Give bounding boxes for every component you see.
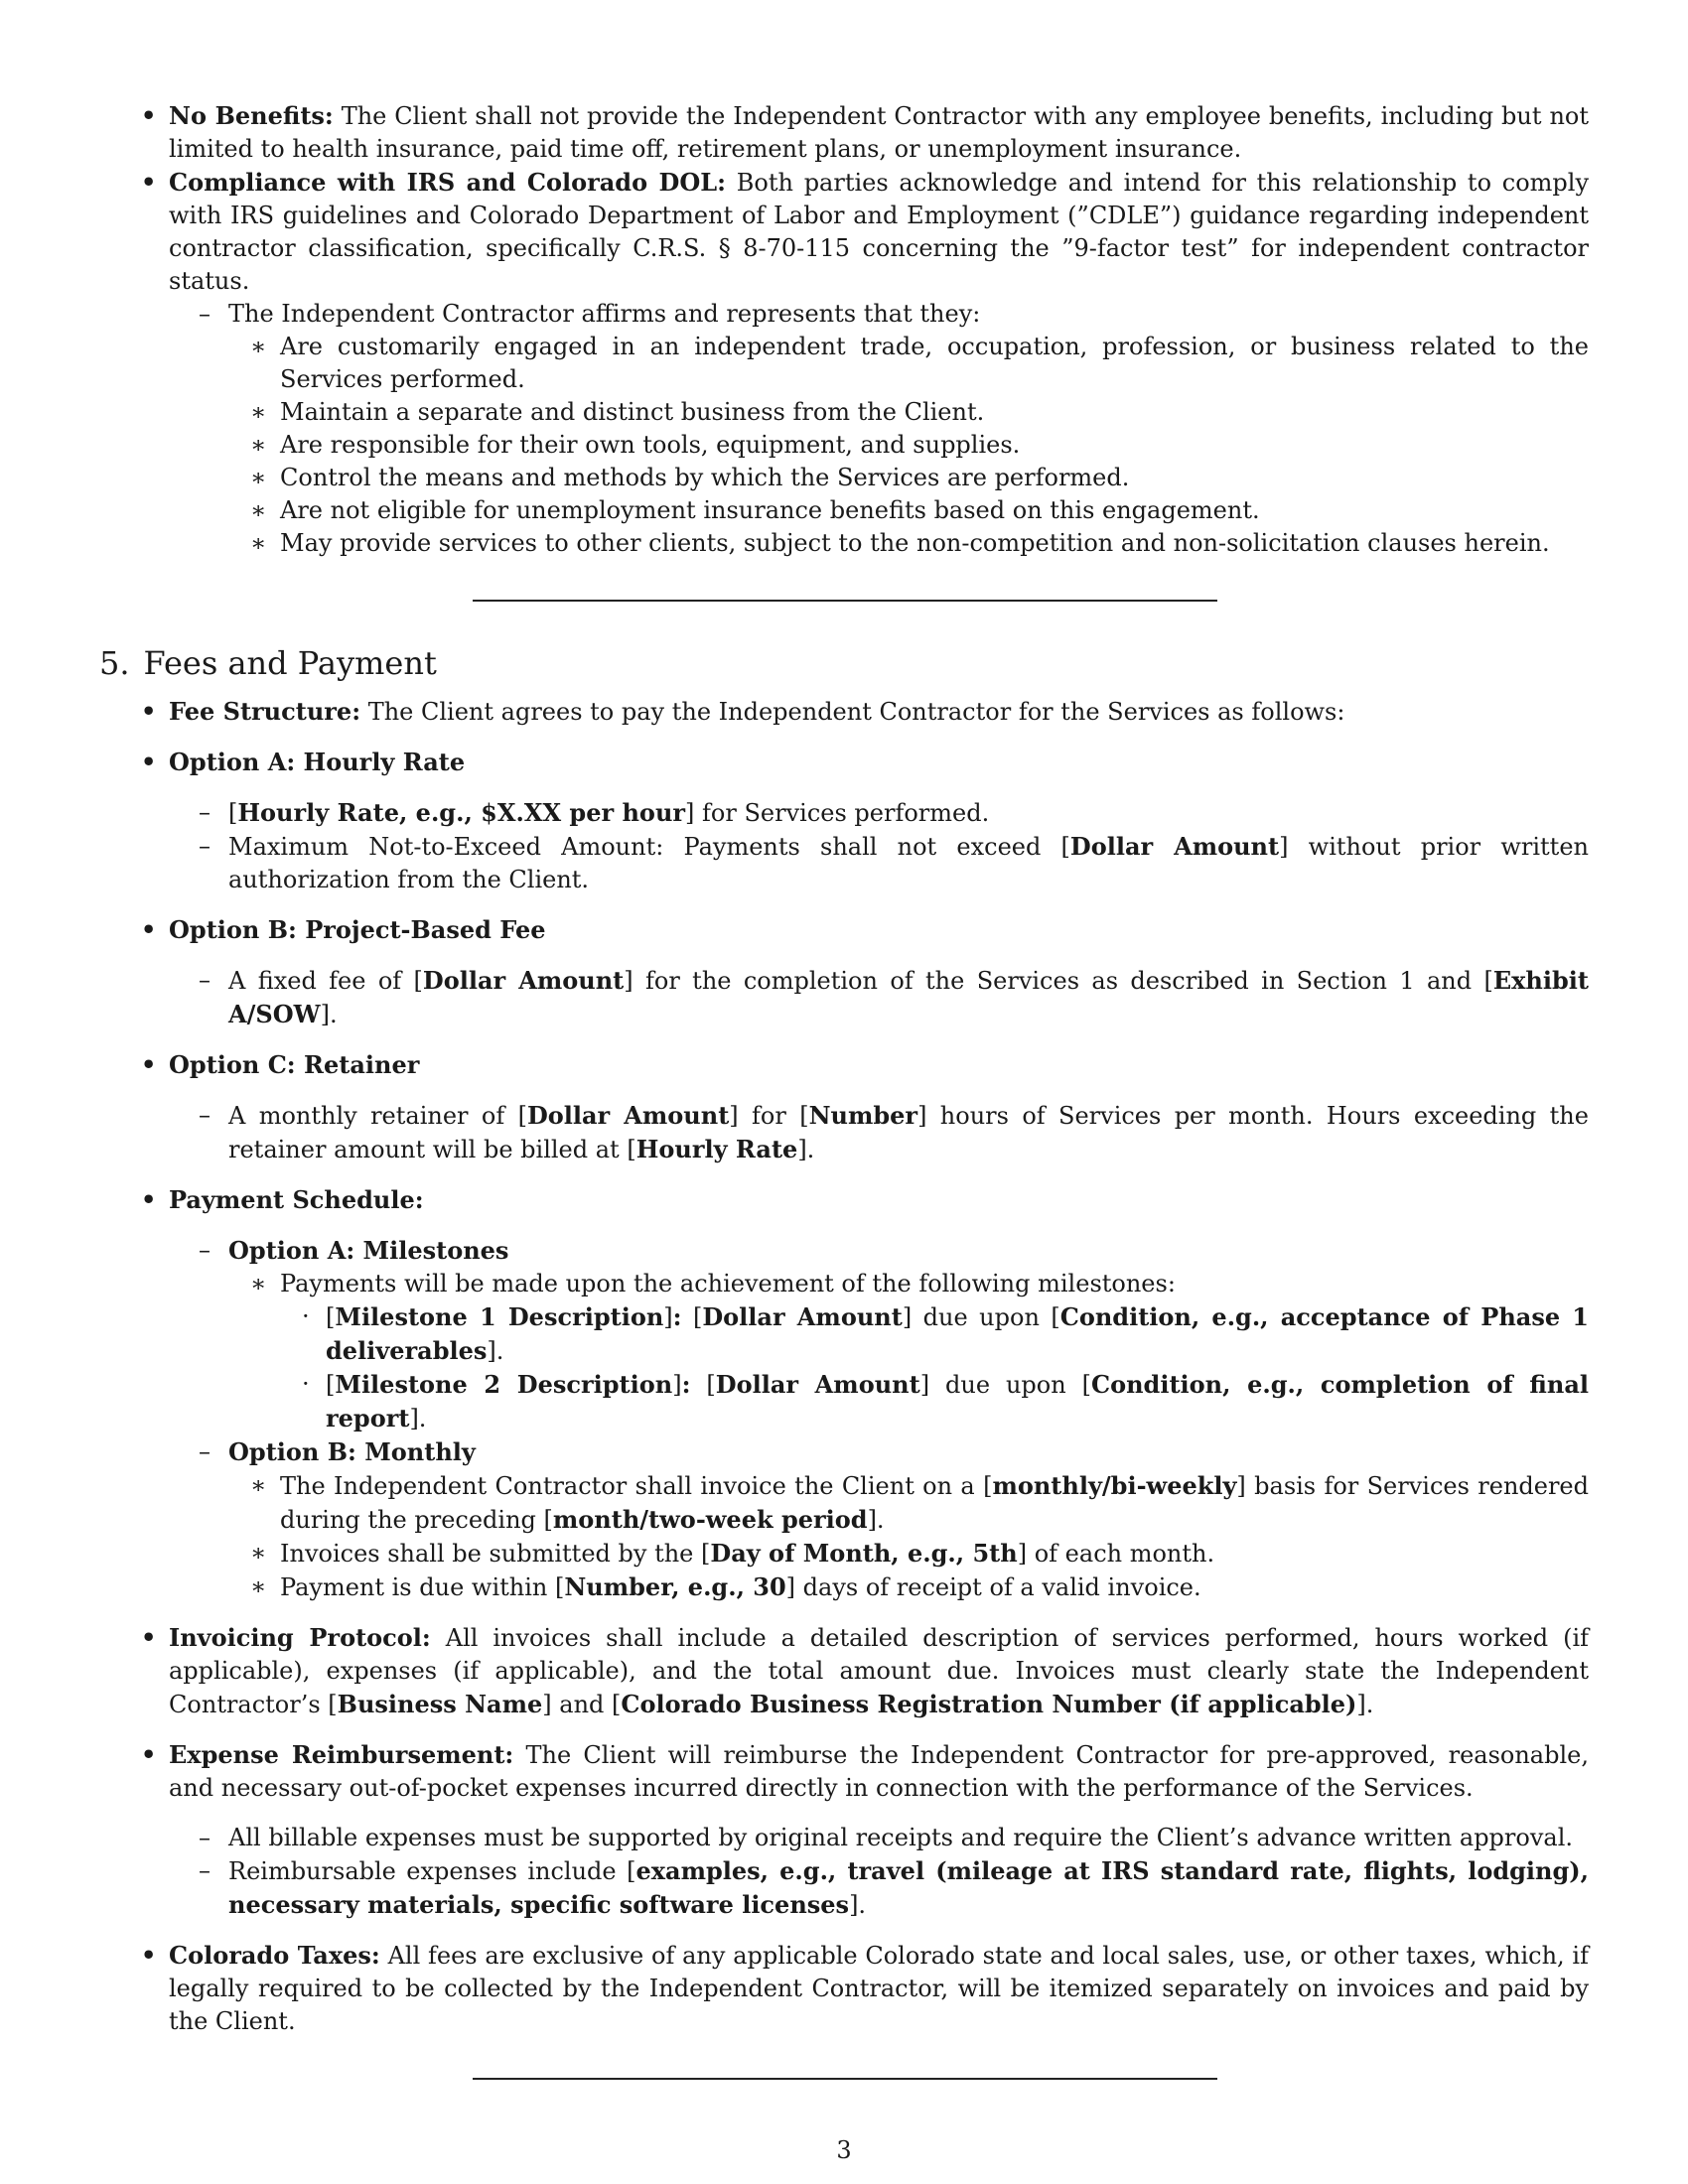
item-text: Are not eligible for unemployment insurance benefits based on this engagement. — [280, 496, 1260, 524]
list-item-fee-structure — [141, 695, 1589, 729]
page-content — [99, 99, 1589, 2080]
item-text: Control the means and methods by which the Services are performed. — [280, 464, 1130, 491]
expense-items — [169, 1822, 1589, 1922]
bullet-icon: • — [141, 697, 157, 726]
bullet-icon: • — [141, 168, 157, 197]
term-label: Colorado Taxes: — [169, 1941, 380, 1970]
bullet-icon: • — [141, 101, 157, 130]
option-label: Option B: Monthly — [228, 1437, 476, 1466]
dash-icon: – — [199, 1101, 211, 1129]
item-text: A fixed fee of — [228, 967, 402, 995]
item-text: Are customarily engaged in an independent trade, occupation, profession, or business related to the Services performed. — [280, 333, 1589, 393]
term-text: The Client agrees to pay the Independent Contractor for the Services as follows: — [367, 698, 1345, 726]
bullet-icon: • — [141, 915, 157, 944]
list-item — [250, 527, 1589, 560]
milestone-items — [228, 1268, 1589, 1435]
milestone-list — [280, 1300, 1589, 1435]
item-text: Payments will be made upon the achievement of the following milestones: — [280, 1270, 1176, 1297]
asterisk-icon: ∗ — [250, 1539, 267, 1567]
asterisk-icon: ∗ — [250, 398, 267, 426]
dash-icon: – — [199, 1236, 211, 1264]
item-text: The Independent Contractor shall invoice the Client on a — [280, 1472, 975, 1500]
affirm-items — [228, 331, 1589, 560]
list-item — [250, 462, 1589, 494]
list-item-option-a — [141, 746, 1589, 896]
list-item: – A monthly retainer of [Dollar Amount] for [Number] hours of Services per month. Hours exceeding the retainer amount will be billed at [Hourly Rate]. — [199, 1101, 1589, 1163]
item-text: without prior written authorization from the Client. — [228, 833, 1589, 893]
placeholder-text: Hourly Rate — [635, 1135, 798, 1163]
monthly-items — [228, 1469, 1589, 1604]
list-item-option-b — [141, 913, 1589, 1031]
list-item-monthly — [199, 1435, 1590, 1604]
item-text: May provide services to other clients, subject to the non-competition and non-solicitation clauses herein. — [280, 529, 1550, 557]
item-text: for the completion of the Services as described in Section 1 and — [645, 967, 1473, 995]
section-divider — [473, 600, 1217, 602]
item-text: All billable expenses must be supported by original receipts and require the Client’s advance written approval. — [228, 1824, 1574, 1851]
placeholder-text: month/two-week period — [552, 1505, 868, 1534]
placeholder-text: monthly/bi-weekly — [992, 1471, 1237, 1500]
item-text: A monthly retainer of — [228, 1102, 505, 1130]
item-text: for Services performed. — [702, 799, 990, 827]
placeholder-text: Hourly Rate, e.g., $X.XX per hour — [237, 798, 686, 827]
item-text: due upon — [945, 1371, 1066, 1399]
term-text: All invoices shall include a detailed description of services performed, hours worked (if applicable), expenses (if applicable), and the total amount due. Invoices must clearly state the Independent Contractor’s — [169, 1624, 1589, 1718]
list-item-expense — [141, 1738, 1589, 1922]
bullet-icon: • — [141, 1740, 157, 1769]
affirm-list — [169, 298, 1589, 560]
item-text: Are responsible for their own tools, equipment, and supplies. — [280, 431, 1021, 459]
bullet-icon: • — [141, 1623, 157, 1652]
dash-icon: – — [199, 300, 211, 328]
dot-icon: · — [302, 1302, 310, 1330]
placeholder-text: Day of Month, e.g., 5th — [710, 1539, 1018, 1568]
dash-icon: – — [199, 832, 211, 860]
placeholder-text: Dollar Amount — [526, 1101, 730, 1130]
list-item — [199, 1822, 1589, 1854]
list-item — [250, 494, 1589, 527]
term-label: Invoicing Protocol: — [169, 1623, 431, 1652]
placeholder-text: Business Name — [337, 1690, 543, 1718]
list-item-taxes — [141, 1939, 1589, 2038]
asterisk-icon: ∗ — [250, 529, 267, 557]
item-text: Invoices shall be submitted by the — [280, 1540, 694, 1568]
section-title: Fees and Payment — [143, 644, 437, 682]
schedule-options — [169, 1234, 1589, 1604]
item-text: for — [752, 1102, 786, 1130]
item-text: hours of Services per month. Hours exceeding the retainer amount will be billed at — [228, 1102, 1589, 1163]
list-item — [250, 429, 1589, 462]
placeholder-text: Number — [808, 1101, 918, 1130]
asterisk-icon: ∗ — [250, 431, 267, 459]
bullet-icon: • — [141, 1050, 157, 1079]
list-item-payment-schedule — [141, 1183, 1590, 1604]
section-heading — [99, 641, 1589, 685]
item-text: Reimbursable expenses include — [228, 1857, 617, 1885]
option-label: Option A: Hourly Rate — [169, 748, 466, 776]
term-label: Expense Reimbursement: — [169, 1740, 514, 1769]
dot-icon: · — [302, 1370, 310, 1398]
placeholder-text: Dollar Amount — [715, 1370, 920, 1399]
list-item: ∗ The Independent Contractor shall invoice the Client on a [monthly/bi-weekly] basis for Services rendered during the preceding [month/two-week period]. — [250, 1471, 1590, 1534]
term-label: No Benefits: — [169, 101, 334, 130]
placeholder-text: Milestone 1 Description — [335, 1302, 664, 1331]
placeholder-text: Dollar Amount — [422, 966, 625, 995]
option-b-items — [169, 964, 1589, 1031]
list-item-milestone-2: · [Milestone 2 Description]: [Dollar Amount] due upon [Condition, e.g., completion of final report]. — [302, 1370, 1589, 1433]
term-text: The Client shall not provide the Independent Contractor with any employee benefits, including but not limited to health insurance, paid time off, retirement plans, or unemployment insurance. — [169, 102, 1589, 163]
term-text: All fees are exclusive of any applicable Colorado state and local sales, use, or other taxes, which, if legally required to be collected by the Independent Contractor, will be itemized separately on invoices and paid by the Client. — [169, 1942, 1589, 2035]
term-label: Compliance with IRS and Colorado DOL: — [169, 168, 727, 197]
list-item-milestone-1: · [Milestone 1 Description]: [Dollar Amount] due upon [Condition, e.g., acceptance of Phase 1 deliverables]. — [302, 1302, 1589, 1365]
placeholder-text: Dollar Amount — [702, 1302, 903, 1331]
item-text: days of receipt of a valid invoice. — [802, 1573, 1201, 1601]
list-item-compliance — [141, 166, 1590, 560]
dash-icon: – — [199, 966, 211, 994]
fees-list — [99, 695, 1589, 2038]
dash-icon: – — [199, 1824, 211, 1851]
asterisk-icon: ∗ — [250, 1270, 267, 1297]
bullet-icon: • — [141, 748, 157, 776]
list-item: ∗ Payment is due within [Number, e.g., 30] days of receipt of a valid invoice. — [250, 1572, 1201, 1601]
list-item-affirm — [199, 298, 1589, 560]
page-number: 3 — [836, 2136, 852, 2164]
list-item: – [Hourly Rate, e.g., $X.XX per hour] for Services performed. — [199, 798, 990, 827]
item-text: basis for Services rendered during the preceding — [280, 1472, 1590, 1534]
list-item — [250, 1268, 1589, 1435]
item-text: Maintain a separate and distinct business from the Client. — [280, 398, 985, 426]
term-text: The Client will reimburse the Independent Contractor for pre-approved, reasonable, and necessary out-of-pocket expenses incurred directly in connection with the performance of the Services. — [169, 1741, 1589, 1802]
affirm-text: The Independent Contractor affirms and represents that they: — [228, 300, 981, 328]
dash-icon: – — [199, 1856, 211, 1884]
option-c-items — [169, 1099, 1589, 1166]
list-item — [250, 396, 1589, 429]
option-label: Option A: Milestones — [228, 1236, 509, 1265]
dash-icon: – — [199, 798, 211, 826]
term-label: Fee Structure: — [169, 697, 361, 726]
bullet-icon: • — [141, 1185, 157, 1214]
list-item-option-c — [141, 1048, 1589, 1166]
list-item: – A fixed fee of [Dollar Amount] for the completion of the Services as described in Section 1 and [Exhibit A/SOW]. — [199, 966, 1589, 1028]
asterisk-icon: ∗ — [250, 464, 267, 491]
list-item-milestones — [199, 1234, 1589, 1435]
placeholder-text: examples, e.g., travel (mileage at IRS standard rate, flights, lodging), necessary materials, specific software licenses — [228, 1856, 1589, 1919]
asterisk-icon: ∗ — [250, 1572, 267, 1600]
list-item: ∗ Invoices shall be submitted by the [Day of Month, e.g., 5th] of each month. — [250, 1539, 1215, 1568]
section-divider — [473, 2078, 1217, 2080]
section-number: 5. — [99, 644, 130, 682]
term-text: and — [559, 1691, 605, 1718]
placeholder-text: Milestone 2 Description — [335, 1370, 673, 1399]
placeholder-text: Condition, e.g., completion of final report — [326, 1370, 1589, 1433]
item-text: due upon — [922, 1303, 1040, 1331]
asterisk-icon: ∗ — [250, 496, 267, 524]
list-item: – Maximum Not-to-Exceed Amount: Payments shall not exceed [Dollar Amount] without prior written authorization from the Client. — [199, 832, 1589, 893]
option-label: Option C: Retainer — [169, 1050, 420, 1079]
option-a-items — [169, 796, 1589, 896]
list-item-invoicing: • Invoicing Protocol: All invoices shall include a detailed description of services performed, hours worked (if applicable), expenses (if applicable), and the total amount due. Invoices must clearly state the Independent Contractor’s [Business Name] and [Colorado Business Registration Number (if applicable)]. — [141, 1623, 1589, 1718]
dash-icon: – — [199, 1437, 211, 1465]
list-item-no-benefits — [141, 99, 1589, 166]
item-text: of each month. — [1034, 1540, 1215, 1568]
placeholder-text: Number, e.g., 30 — [564, 1572, 786, 1601]
asterisk-icon: ∗ — [250, 1471, 267, 1499]
option-label: Payment Schedule: — [169, 1185, 424, 1214]
asterisk-icon: ∗ — [250, 333, 267, 360]
list-item: – Reimbursable expenses include [examples, e.g., travel (mileage at IRS standard rate, flights, lodging), necessary materials, specific software licenses]. — [199, 1856, 1589, 1919]
placeholder-text: Exhibit A/SOW — [228, 966, 1589, 1028]
term-text: Both parties acknowledge and intend for this relationship to comply with IRS guidelines and Colorado Department of Labor and Employment (”CDLE”) guidance regarding independent contractor classification, specifically C.R.S. § 8-70-115 concerning the ”9-factor test” for independent contractor status. — [169, 169, 1590, 295]
placeholder-text: Colorado Business Registration Number (if applicable) — [621, 1690, 1357, 1718]
option-label: Option B: Project-Based Fee — [169, 915, 546, 944]
item-text: Payment is due within — [280, 1573, 548, 1601]
item-text: Maximum Not-to-Exceed Amount: Payments shall not exceed — [228, 833, 1042, 861]
list-item — [250, 331, 1589, 396]
placeholder-text: Condition, e.g., acceptance of Phase 1 deliverables — [326, 1302, 1589, 1365]
bullet-icon: • — [141, 1941, 157, 1970]
placeholder-text: Dollar Amount — [1069, 832, 1280, 861]
top-list — [99, 99, 1589, 560]
